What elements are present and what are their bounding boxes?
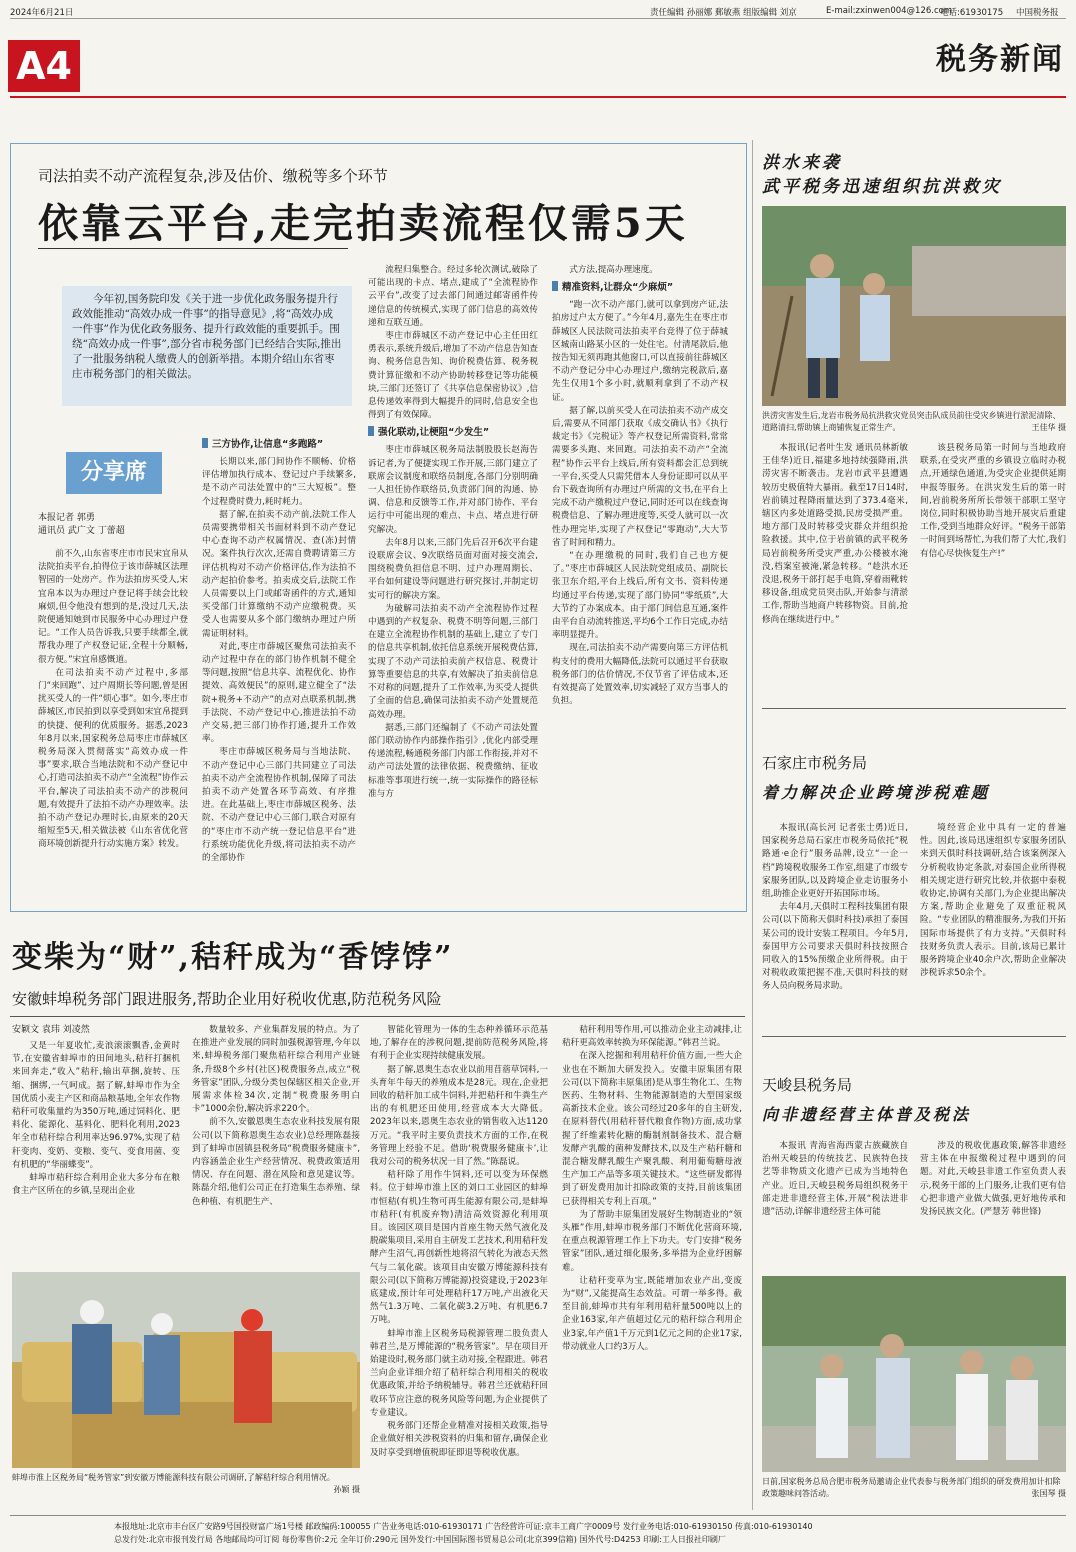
- paragraph: 秸秆除了用作牛饲料,还可以变为环保燃料。位于蚌埠市淮上区的刘口工业园区的蚌埠市恒秸(有机)生物可再生能源有限公司,是蚌埠市秸秆(有机废弃物)清洁高效资源化利用项目。该园区项目是国内首座生物天然气液化及脱碳集项目,采用自主研发工艺技术,利用秸秆发酵产生沼气,再创新性地将沼气转化为液态天然气与二氧化碳。该项目由安徽万博能源科技有限公司(以下简称万博能源)投资建设,于2023年底建成,预计年可处理秸秆17万吨,产出液化天然气1.3万吨、二氧化碳3.2万吨、有机肥6.7万吨。: [370, 1170, 548, 1326]
- story1-col3: [368, 264, 538, 900]
- story1-col4: [552, 264, 728, 900]
- paragraph: 本报讯 青海省海西蒙古族藏族自治州天峻县的传统技艺、民族特色技艺等非物质文化遗产已成为当地特色产业。近日,天峻县税务局组织税务干部走进非遗经营主体,开展“税法进非遗”活动,详解非遗经营主体可能: [762, 1141, 908, 1218]
- issue-date: 2024年6月21日: [10, 8, 74, 18]
- paragraph: 本报讯(记者叶生发 通讯员林新敏 王佳华)近日,福建多地持续强降雨,洪涝灾害不断袭击。龙岩市武平县遭遇较历史极值特大暴雨。截至17日14时,岩前镇过程降雨量达到了373.4毫米,辖区内多处道路受损,民房受损严重。地方部门及时转移受灾群众并组织抢险救援。其中,位于岩前镇的武平税务局岩前税务所受灾严重,办公楼被水淹没,档案室被淹,紧急转移。“趁洪水还没退,税务干部打起手电筒,穿着雨靴转移设备,组成党员突击队,开始参与清淤工作,帮助当地商户转移物资。目前,抢修尚在继续进行中。”: [762, 443, 908, 625]
- story2-byline: 安颖文 袁玮 刘凌然: [12, 1025, 90, 1035]
- paragraph: 据了解,以前买受人在司法拍卖不动产成交后,需要从不同部门获取《成交确认书》《执行裁定书》《完税证》等产权登记所需资料,常常需要多头跑、来回跑。司法拍卖不动产“全流程”协作云平台上线后,所有资料都会汇总到统一平台,买受人只需凭借本人身份证即可以从平台下载查询所有办理过户所需的文书,在平台上完成不动产缴税过户登记,同时还可以在线查询税费信息、了解办理进度等,买受人就可以一次性办理完毕,实现了产权登记“零跑动”,大大节省了时间和精力。: [552, 405, 728, 548]
- r2-title: 石家庄市税务局: [762, 754, 868, 772]
- paragraph: 长期以来,部门间协作不顺畅、价格评估增加执行成本、登记过户手续繁多,是不动产司法处置中的“三大短板”。整个过程费时费力,耗时耗力。: [202, 457, 356, 507]
- paragraph: 枣庄市薛城区税务局与当地法院、不动产登记中心三部门共同建立了司法拍卖不动产全流程协作机制,保障了司法拍卖不动产处置各环节高效、有序推进。在此基础上,枣庄市薛城区税务、法院、不动产登记中心三部门,联合对原有的“枣庄市不动产统一登记信息平台”进行系统功能优化升级,将司法拍卖不动产的全部协作: [202, 747, 356, 864]
- r2-subtitle: 着力解决企业跨境涉税难题: [762, 783, 991, 802]
- r1-col2: [920, 442, 1066, 698]
- paragraph: 该县税务局第一时间与当地政府联系,在受灾严重的乡镇设立临时办税点,开通绿色通道,为受灾企业提供延期申报等服务。在洪灾发生后的第一时间,岩前税务所所长带领干部职工坚守岗位,同时积极协助当地开展灾后重建工作,受到当地群众好评。“税务干部第一时间到场帮忙,为我们帮了大忙,我们有信心尽快恢复生产!”: [920, 443, 1066, 559]
- r3-subtitle: 向非遗经营主体普及税法: [762, 1105, 972, 1124]
- paragraph: 枣庄市薛城区税务局法制股股长赵海告诉记者,为了便捷实现工作开展,三部门建立了联席会议制度和联络员制度,各部门分别明确一人担任协作联络员,负责部门间的沟通、协调、信息和反馈等工作,并对部门协作、平台运行中可能出现的难点、卡点、堵点进行研究解决。: [368, 445, 538, 535]
- story2-col3: [370, 1024, 548, 1502]
- footer-line-1: 本报地址:北京市丰台区广安路9号国投财富广场1号楼 邮政编码:100055 广告业务电话:010-61930171 广告经营许可证:京丰工商广字0009号 发行业务电话:010-61930150 传真:010-61930140: [114, 1522, 813, 1531]
- story2-rule: [10, 1016, 745, 1017]
- photo-left-caption: [12, 1472, 360, 1496]
- paragraph: 现在,司法拍卖不动产需要向第三方评估机构支付的费用大幅降低,法院可以通过平台获取税务部门的估价情况,不仅节省了评估成本,还有效提高了处置效率,切实减轻了双方当事人的负担。: [552, 643, 728, 707]
- story2-deck: 安徽蚌埠税务部门跟进服务,帮助企业用好税收优惠,防范税务风险: [12, 990, 442, 1008]
- editors: 责任编辑 孙丽娜 郵敏燕 组版编辑 刘京: [650, 8, 797, 18]
- story1-col1: [38, 548, 188, 900]
- r1-col1: [762, 442, 908, 698]
- photo-flood-cleanup: [762, 206, 1066, 406]
- page-number: A4: [8, 40, 80, 92]
- paragraph: 为了帮助丰原集团发展好生物制造业的“领头雁”作用,蚌埠市税务部门不断优化营商环境,在重点税源管理工作上下功夫。专门安排“税务管家”团队,通过细化服务,多举措为企业纾困解难。: [562, 1209, 742, 1273]
- paragraph: 涉及的税收优惠政策,解答非遗经营主体在申报缴税过程中遇到的问题。对此,天峻县非遗工作室负责人表示,税务干部的上门服务,让我们更有信心把非遗产业做大做强,更好地传承和发扬民族文化。(严慧芳 韩世锋): [920, 1141, 1066, 1218]
- paragraph: 在深入挖掘和利用秸秆价值方面,一些大企业也在不断加大研发投入。安徽丰原集团有限公司(以下简称丰原集团)是从事生物化工、生物医药、生物材料、生物能源制造的大型国家级高新技术企业。该公司经过20多年的自主研发,在原料替代(用秸秆替代粮食作物)方面,成功掌握了纤维素转化糖的酶制剂制备技术、混合糖发酵产乳酸的菌种发酵技术,以及生产秸秆糖和混合糖发酵乳酸生产聚乳酸、利用葡萄糖母液生产加工产品等多项关键技术。“这些研发都得到了研发费用加计扣除政策的支持,目前该集团已获得相关专利上百项。”: [562, 1051, 742, 1207]
- section-title: 税务新闻: [936, 42, 1064, 77]
- paragraph: 数量较多、产业集群发展的特点。为了在推进产业发展的同时加强税源管理,今年以来,蚌埠税务部门聚焦秸秆综合利用产业链条,升级8个乡村(社区)税费服务点,成立“税务管家”团队,分级分类包保辖区相关企业,开展需求体检34次,定制“税费服务明白卡”1000余份,解决诉求220个。: [192, 1025, 360, 1115]
- paragraph: 据了解,恩奥生态农业以前用苜蓿草饲料,一头育年牛每天的养殖成本是28元。现在,企业把回收的秸秆加工成牛饲料,并把秸秆和牛粪生产出的有机肥还田使用,经营成本大大降低。2023年以来,恩奥生态农业的销售收入达1120万元。“我平时主要负责技术方面的工作,在税务管理上经验不足。借助‘税费服务健康卡’,让我对公司的税务状况一目了然。”陈磊说。: [370, 1064, 548, 1168]
- r3-col2: [920, 1140, 1066, 1270]
- right-column-divider: [752, 140, 753, 1510]
- share-badge: 分享席: [66, 452, 162, 494]
- paragraph: 智能化管理为一体的生态种养循环示范基地,了解存在的涉税问题,提前防范税务风险,将有利于企业实现持续健康发展。: [370, 1025, 548, 1062]
- story2-col2: [192, 1024, 360, 1268]
- straw-bales-illustration: [12, 1272, 360, 1468]
- email: E-mail:zxinwen004@126.com: [826, 6, 953, 16]
- subhead: 强化联动,让梗阻“少发生”: [368, 426, 538, 440]
- top-strip: [10, 4, 1066, 19]
- r3-col1: [762, 1140, 908, 1270]
- right-rule-1: [762, 708, 1066, 709]
- photo-credit: 孙颖 摄: [333, 1485, 360, 1494]
- story1-byline: [38, 512, 125, 538]
- headline-rule: [38, 248, 348, 249]
- phone: 电话:61930175: [940, 8, 1004, 18]
- r1-title: 洪水来袭: [762, 153, 842, 173]
- story2-col1: [12, 1040, 180, 1268]
- paragraph: 让秸秆变草为宝,既能增加农业产出,变废为“财”,又能提高生态效益。可谓一举多得。截至目前,蚌埠市共有年利用秸秆量500吨以上的企业163家,年产值超过亿元的秸秆综合利用企业3家,年产值1千万元到1亿元之间的企业17家,带动就业人口约3万人。: [562, 1275, 742, 1352]
- paragraph: 流程归集整合。经过多轮次测试,破除了可能出现的卡点、堵点,建成了“全流程协作云平台”,改变了过去部门间通过邮寄函件传递信息的传统模式,实现了部门信息的高效传递和互联互通。: [368, 265, 538, 328]
- paragraph: 式方法,提高办理速度。: [569, 265, 658, 275]
- tax-event-illustration: [762, 1276, 1066, 1472]
- photo-tax-event: [762, 1276, 1066, 1472]
- paragraph: “在办理缴税的同时,我们自己也方便了。”枣庄市薛城区人民法院党组成员、副院长张卫东介绍,平台上线后,所有文书、资料传递均通过平台传递,实现了部门协同“零纸质”,大大节约了办案成本。由于部门间信息互通,案件由平台自动流转推送,平均6个工作日完成,办结率明显提升。: [552, 551, 728, 641]
- subhead: 三方协作,让信息“多跑路”: [202, 438, 356, 452]
- paragraph: 前不久,山东省枣庄市市民宋宜帛从法院拍卖平台,拍得位于该市薛城区法理智园的一处房产。作为法拍房买受人,宋宜帛本以为办理过户登记将手续会比较麻烦,但令他没有想到的是,没过几天,法院便通知她到市民服务中心办理过户登记。“工作人员告诉我,只要手续都全,就帮我办理了产权登记证,全程十分顺畅,很方便。”宋宜帛感慨道。: [38, 549, 188, 665]
- r1-caption: [762, 410, 1066, 434]
- paragraph: 税务部门还帮企业精准对接相关政策,指导企业做好相关涉税资料的归集和留存,确保企业及时享受到增值税即征即退等税收优惠。: [370, 1421, 548, 1458]
- photo-straw-bales: [12, 1272, 360, 1468]
- subhead: 精准资料,让群众“少麻烦”: [552, 281, 728, 295]
- paragraph: 去年4月,天俱时工程科技集团有限公司(以下简称天俱时科技)承担了泰国某公司的设计安装工程项目。今年5月,泰国甲方公司要求天俱时科技按照合同收入的15%预缴企业所得税。由于对税收政策把握不准,天俱时科技的财务人员向税务局求助。: [762, 902, 908, 992]
- paragraph: 去年8月以来,三部门先后召开6次平台建设联席会议、9次联络员面对面对接交流会,围绕税费负担信息不明、过户办理周期长、平台如何建设等问题进行研究探讨,并制定切实可行的解决方案。: [368, 537, 538, 601]
- story1-kicker: 司法拍卖不动产流程复杂,涉及估价、缴税等多个环节: [38, 167, 388, 185]
- r2-col1: [762, 822, 908, 1030]
- caption-text: 日前,国家税务总局合肥市税务局邀请企业代表参与税务部门组织的研发费用加计扣除政策趣味问答活动。: [762, 1477, 1061, 1498]
- paragraph: 在司法拍卖不动产过程中,多部门“来回跑”、过户周期长等问题,曾是困扰买受人的一件“烦心事”。如今,枣庄市薛城区,市民拍到以享受到如宋宜帛提到的快捷、便利的优质服务。据悉,2023年8月以来,国家税务总局枣庄市薛城区税务局深入贯彻落实“高效办成一件事”要求,联合当地法院和不动产登记中心,打造司法拍卖不动产“全流程”协作云平台,解决了司法拍卖不动产的涉税问题,有效提升了法拍不动产办理效率。法拍不动产登记办理时长,由原来的20天缩短至5天,相关做法被《山东省优化营商环境创新提升行动实施方案》转发。: [38, 667, 188, 850]
- footer: [10, 1515, 1066, 1546]
- paragraph: 对此,枣庄市薛城区聚焦司法拍卖不动产过程中存在的部门协作机制不健全等问题,按照“信息共享、流程优化、协作提效、高效便民”的原则,建立健全了“法院+税务+不动产”的点对点联系机制,携手法院、不动产登记中心,推进法拍不动产交易,把三部门协作打通,提升工作效率。: [202, 641, 356, 745]
- caption-text: 蚌埠市淮上区税务局“税务管家”到安徽万博能源科技有限公司调研,了解秸秆综合利用情况。: [12, 1473, 335, 1482]
- flood-cleanup-illustration: [762, 206, 1066, 406]
- footer-line-2: 总发行处:北京市报刊发行局 各地邮局均可订阅 每份零售价:2元 全年订价:290元 国外发行:中国国际图书贸易总公司(北京399信箱) 国外代号:D4253 印刷:工人日报社印刷厂: [114, 1535, 726, 1544]
- right-rule-2: [762, 1036, 1066, 1037]
- paragraph: 蚌埠市秸秆综合利用企业大多分布在粮食主产区所在的乡镇,呈现出企业: [12, 1173, 180, 1197]
- paragraph: 枣庄市薛城区不动产登记中心主任田红勇表示,系统升级后,增加了不动产信息告知查询、税务信息告知、询价税费估算、税务税费计算征缴和不动产协助转移登记等功能模块,三部门还签订了《共享信息保密协议》,信息传递效率得到大幅提升的同时,信息安全也得到了有效保障。: [368, 331, 538, 421]
- paragraph: “跑一次不动产部门,就可以拿到房产证,法拍房过户太方便了。”今年4月,嘉先生在枣庄市薛城区人民法院司法拍卖平台竞得了位于薛城区城南山路某小区的一处住宅。付清尾款后,他按告知无须再跑其他窗口,可以直接前往薛城区不动产登记分中心办理过户,缴纳完税款后,嘉先生仅用1个多小时,就顺利拿到了不动产权证。: [552, 300, 728, 403]
- paragraph: 为破解司法拍卖不动产全流程协作过程中遇到的产权复杂、税费不明等问题,三部门在建立全流程协作机制的基础上,建立了专门的信息共享机制,依托信息系统开展税费估算,实现了不动产司法拍卖前产权信息、税费计算等重要信息的共享,有效解决了拍卖前信息不对称的问题,提升了工作效率,为买受人提供了全面的信息,确保司法拍卖不动产处置规范高效办理。: [368, 603, 538, 720]
- caption-text: 洪涝灾害发生后,龙岩市税务局抗洪救灾党员突击队成员前往受灾乡镇进行淤泥清除、道路清扫,帮助镇上商铺恢复正常生产。: [762, 411, 1061, 432]
- r3-title: 天峻县税务局: [762, 1076, 853, 1094]
- paper-name: 中国税务报: [1016, 8, 1059, 18]
- paragraph: 蚌埠市淮上区税务局税源管理二股负责人韩君兰,是万博能源的“税务管家”。早在项目开始建设时,税务部门就主动对接,全程跟进。韩君兰向企业详细介绍了秸秆综合利用相关的税收优惠政策,并给予纳税辅导。韩君兰还就秸秆回收环节应注意的税务风险等问题,为企业提供了专业建议。: [370, 1328, 548, 1418]
- story2-col4: [562, 1024, 742, 1502]
- photo-credit: 王佳华 摄: [1031, 423, 1066, 432]
- story2-headline: 变柴为“财”,秸秆成为“香饽饽”: [12, 940, 454, 975]
- story1-col2: [202, 434, 356, 900]
- byline-reporter: 本报记者 郭勇: [38, 513, 95, 523]
- header-rule: [10, 96, 1066, 98]
- paragraph: 又是一年夏收忙,麦浪滚滚飘香,金黄时节,在安徽省蚌埠市的田间地头,秸秆打捆机来回奔走,“收入”秸秆,输出草捆,旋转、压缩、捆绑,一气呵成。据了解,蚌埠市作为全国优质小麦主产区和商品粮基地,全年农作物秸秆可收集量约为350万吨,通过饲料化、肥料化、能源化、基料化、肥料化利用,2023年全市秸秆综合利用率达96.97%,实现了秸秆变肉、变奶、变粮、变气、变食用菌、变有机肥的“华丽蝶变”。: [12, 1041, 180, 1170]
- byline-correspondent: 通讯员 武广文 丁蕾超: [38, 526, 125, 536]
- story1-headline: 依靠云平台,走完拍卖流程仅需5天: [38, 200, 688, 247]
- paragraph: 本报讯(高长河 记者张士勇)近日,国家税务总局石家庄市税务局依托“税路通·e企行”服务品牌,设立“一企一档”跨境税收服务工作室,组建了市级专家服务团队,以及跨境企业走访服务小组,助推企业更好开拓国际市场。: [762, 823, 908, 900]
- paragraph: 据悉,三部门还编制了《不动产司法处置部门联动协作内部操作指引》,优化内部受理传递流程,畅通税务部门内部工作衔接,并对不动产司法处置的法律依据、税费缴纳、征收标准等事项进行统一,统一实际操作的路径标准与方: [368, 722, 538, 799]
- paragraph: 境经营企业中具有一定的普遍性。因此,该局迅速组织专家服务团队来到天俱时科技调研,结合该案例深入分析税收协定条款,对泰国企业所得税相关规定进行研究比较,并依据中泰税收协定,协调有关部门,为企业提出解决方案,帮助企业避免了双重征税风险。“专业团队的精准服务,为我们开拓国际市场提供了有力支持。”天俱时科技财务负责人表示。目前,该局已累计服务跨境企业40余户次,帮助企业解决涉税诉求50余个。: [920, 823, 1066, 979]
- r1-subtitle: 武平税务迅速组织抗洪救灾: [762, 177, 1002, 197]
- r2-col2: [920, 822, 1066, 1030]
- paragraph: 秸秆利用等作用,可以推动企业主动减排,让秸秆更高效率转换为环保能源。”韩君兰说。: [562, 1025, 742, 1049]
- paragraph: 据了解,在拍卖不动产前,法院工作人员需要携带相关书面材料到不动产登记中心查询不动产权属情况、查(冻)封情况。案件执行次次,还需自费聘请第三方评估机构对不动产价格评估,作为法拍不动产起拍价参考。拍卖成交后,法院工作人员需要以上门或邮寄函件的方式,通知买受部门计算缴纳不动产应缴税费。买受人也需要从多个部门缴纳办理过户所需证明材料。: [202, 509, 356, 639]
- r3-caption: [762, 1476, 1066, 1500]
- paragraph: 前不久,安徽恩奥生态农业科技发展有限公司(以下简称恩奥生态农业)总经理陈磊接到了蚌埠市固镇县税务局“税费服务健康卡”,内容涵盖企业生产经营情况、税费政策适用情况、存在问题、潜在风险和意见建议等。陈磊介绍,他们公司正在打造集生态养殖、绿色种植、有机肥生产、: [192, 1117, 360, 1207]
- story1-lead: 今年初,国务院印发《关于进一步优化政务服务提升行政效能推动“高效办成一件事”的指导意见》,将“高效办成一件事”作为优化政务服务、提升行政效能的重要抓手。围绕“高效办成一件事”,部分省市税务部门已经结合实际,推出了一批服务纳税人缴费人的创新举措。本期介绍山东省枣庄市税务部门的相关做法。: [62, 286, 352, 406]
- photo-credit: 张国琴 摄: [1031, 1489, 1066, 1498]
